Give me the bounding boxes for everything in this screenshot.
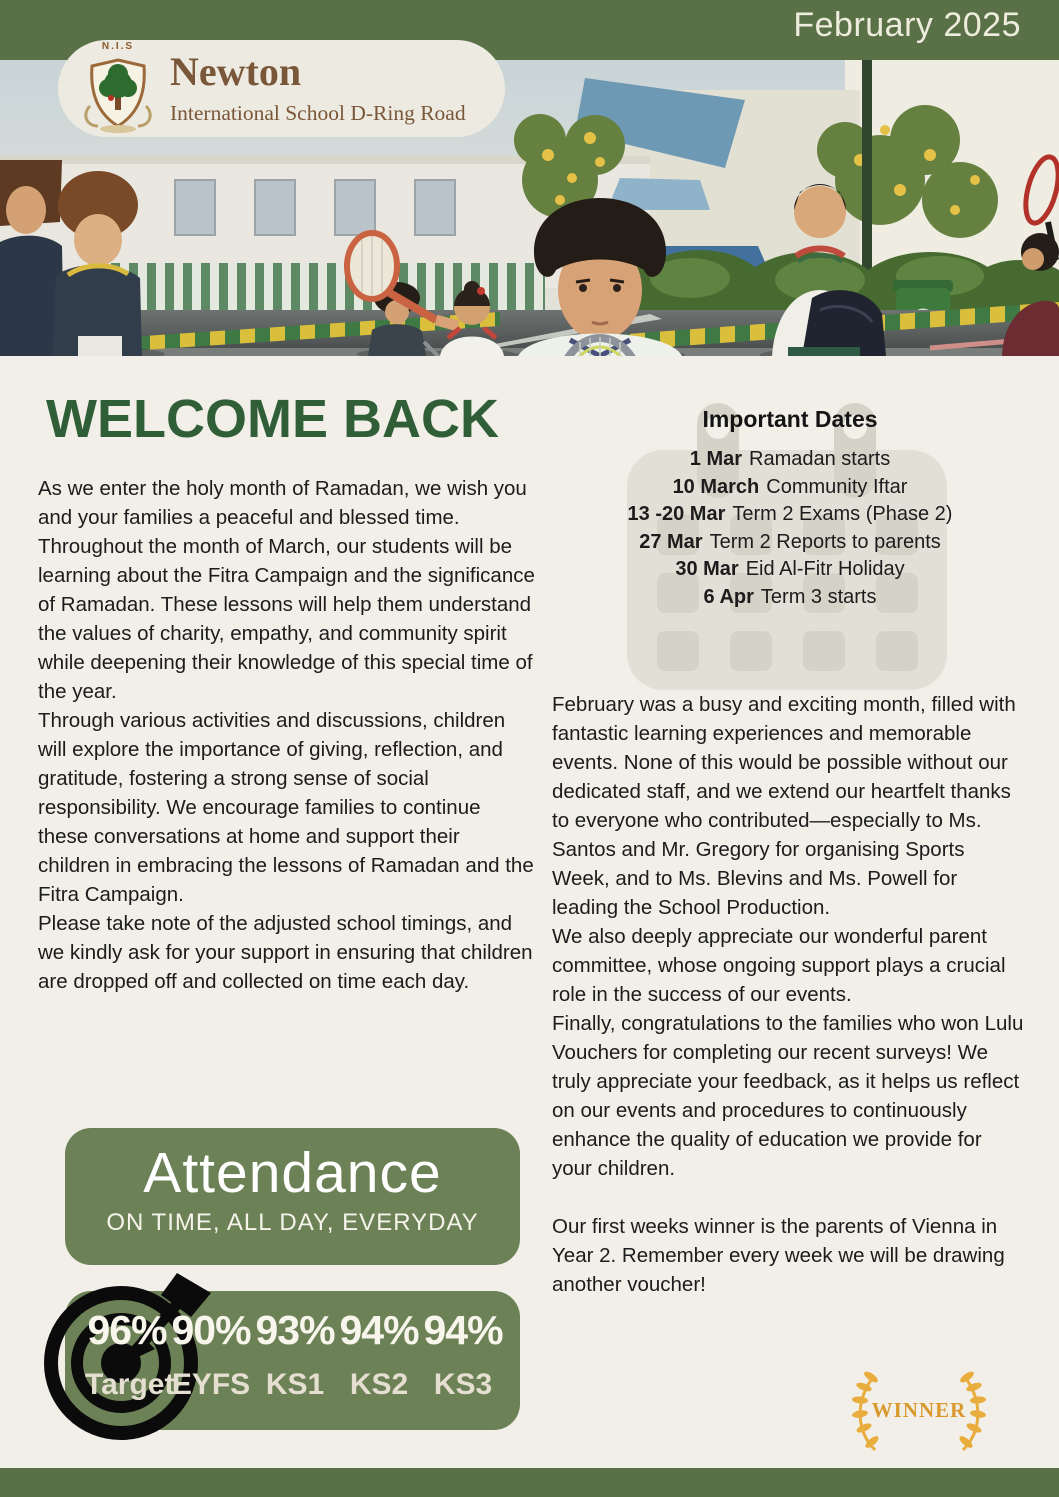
welcome-text-column xyxy=(38,474,536,996)
stat-label: Target xyxy=(85,1368,175,1401)
stat-value: 90% xyxy=(171,1307,251,1353)
date-item: 27 Mar Term 2 Reports to parents xyxy=(639,530,941,553)
stat-item xyxy=(421,1307,505,1402)
winner-badge xyxy=(843,1370,995,1458)
winner-note: Our first weeks winner is the parents of Vienna in Year 2. Remember every week we will be drawing another voucher! xyxy=(552,1215,1005,1296)
stat-item xyxy=(337,1307,421,1402)
important-dates-title: Important Dates xyxy=(702,406,878,432)
date-item: 30 Mar Eid Al-Fitr Holiday xyxy=(675,558,905,580)
school-subtitle: International School D-Ring Road xyxy=(170,101,466,125)
date-item: 10 March Community Iftar xyxy=(672,475,908,498)
paragraph: February was a busy and exciting month, filled with fantastic learning experiences and memorable events. None of this would be possible without our dedicated staff, and we extend our heartfelt thanks to everyone who contributed—especially to Ms. Santos and Mr. Gregory for organising Sports Week, and to Ms. Blevins and Ms. Powell for leading the School Production. xyxy=(552,693,1016,919)
issue-date: February 2025 xyxy=(793,6,1021,44)
stat-label: EYFS xyxy=(171,1368,251,1401)
date-item: 1 Mar Ramadan starts xyxy=(689,448,891,470)
date-item: 13 -20 Mar Term 2 Exams (Phase 2) xyxy=(627,503,953,525)
attendance-banner xyxy=(65,1128,520,1265)
winner-label: WINNER xyxy=(871,1398,967,1422)
stat-label: KS3 xyxy=(433,1368,493,1401)
school-name: Newton xyxy=(170,49,302,94)
footer-bar xyxy=(0,1468,1059,1497)
stat-label: KS1 xyxy=(265,1368,325,1401)
paragraph: We also deeply appreciate our wonderful parent committee, whose ongoing support plays a crucial role in the success of our events. xyxy=(552,925,1006,1006)
welcome-title: WELCOME BACK xyxy=(46,389,499,449)
stat-item xyxy=(85,1307,175,1402)
school-crest-icon xyxy=(78,46,158,134)
stat-value: 94% xyxy=(423,1307,503,1353)
crest-acronym: N.I.S xyxy=(101,41,135,52)
stat-value: 93% xyxy=(255,1307,335,1353)
paragraph: Please take note of the adjusted school timings, and we kindly ask for your support in ensuring that children are dropped off and collected on time each day. xyxy=(38,912,533,993)
stat-label: KS2 xyxy=(349,1368,409,1401)
stat-value: 94% xyxy=(339,1307,419,1353)
attendance-stats-box xyxy=(65,1291,520,1430)
news-column xyxy=(552,690,1026,1299)
school-logo xyxy=(58,40,505,137)
attendance-title: Attendance xyxy=(143,1141,442,1205)
stat-item xyxy=(169,1307,253,1402)
attendance-subtitle: ON TIME, ALL DAY, EVERYDAY xyxy=(106,1209,479,1236)
stat-item xyxy=(253,1307,337,1402)
paragraph: As we enter the holy month of Ramadan, we wish you and your families a peaceful and blessed time. xyxy=(38,477,527,529)
paragraph: Finally, congratulations to the families who won Lulu Vouchers for completing our recent surveys! We truly appreciate your feedback, as it helps us reflect on our events and procedures to continuously enhance the quality of education we provide for your children. xyxy=(552,1012,1024,1180)
important-dates-section xyxy=(560,393,1020,693)
stat-value: 96% xyxy=(87,1307,167,1353)
date-item: 6 Apr Term 3 starts xyxy=(703,585,877,608)
paragraph: Throughout the month of March, our students will be learning about the Fitra Campaign and the significance of Ramadan. These lessons will help them understand the values of charity, empathy, and community spirit while deepening their knowledge of this special time of the year. xyxy=(38,535,535,703)
paragraph: Through various activities and discussions, children will explore the importance of giving, reflection, and gratitude, fostering a strong sense of social responsibility. We encourage families to continue these conversations at home and support their children in embracing the lessons of Ramadan and the Fitra Campaign. xyxy=(38,709,534,906)
